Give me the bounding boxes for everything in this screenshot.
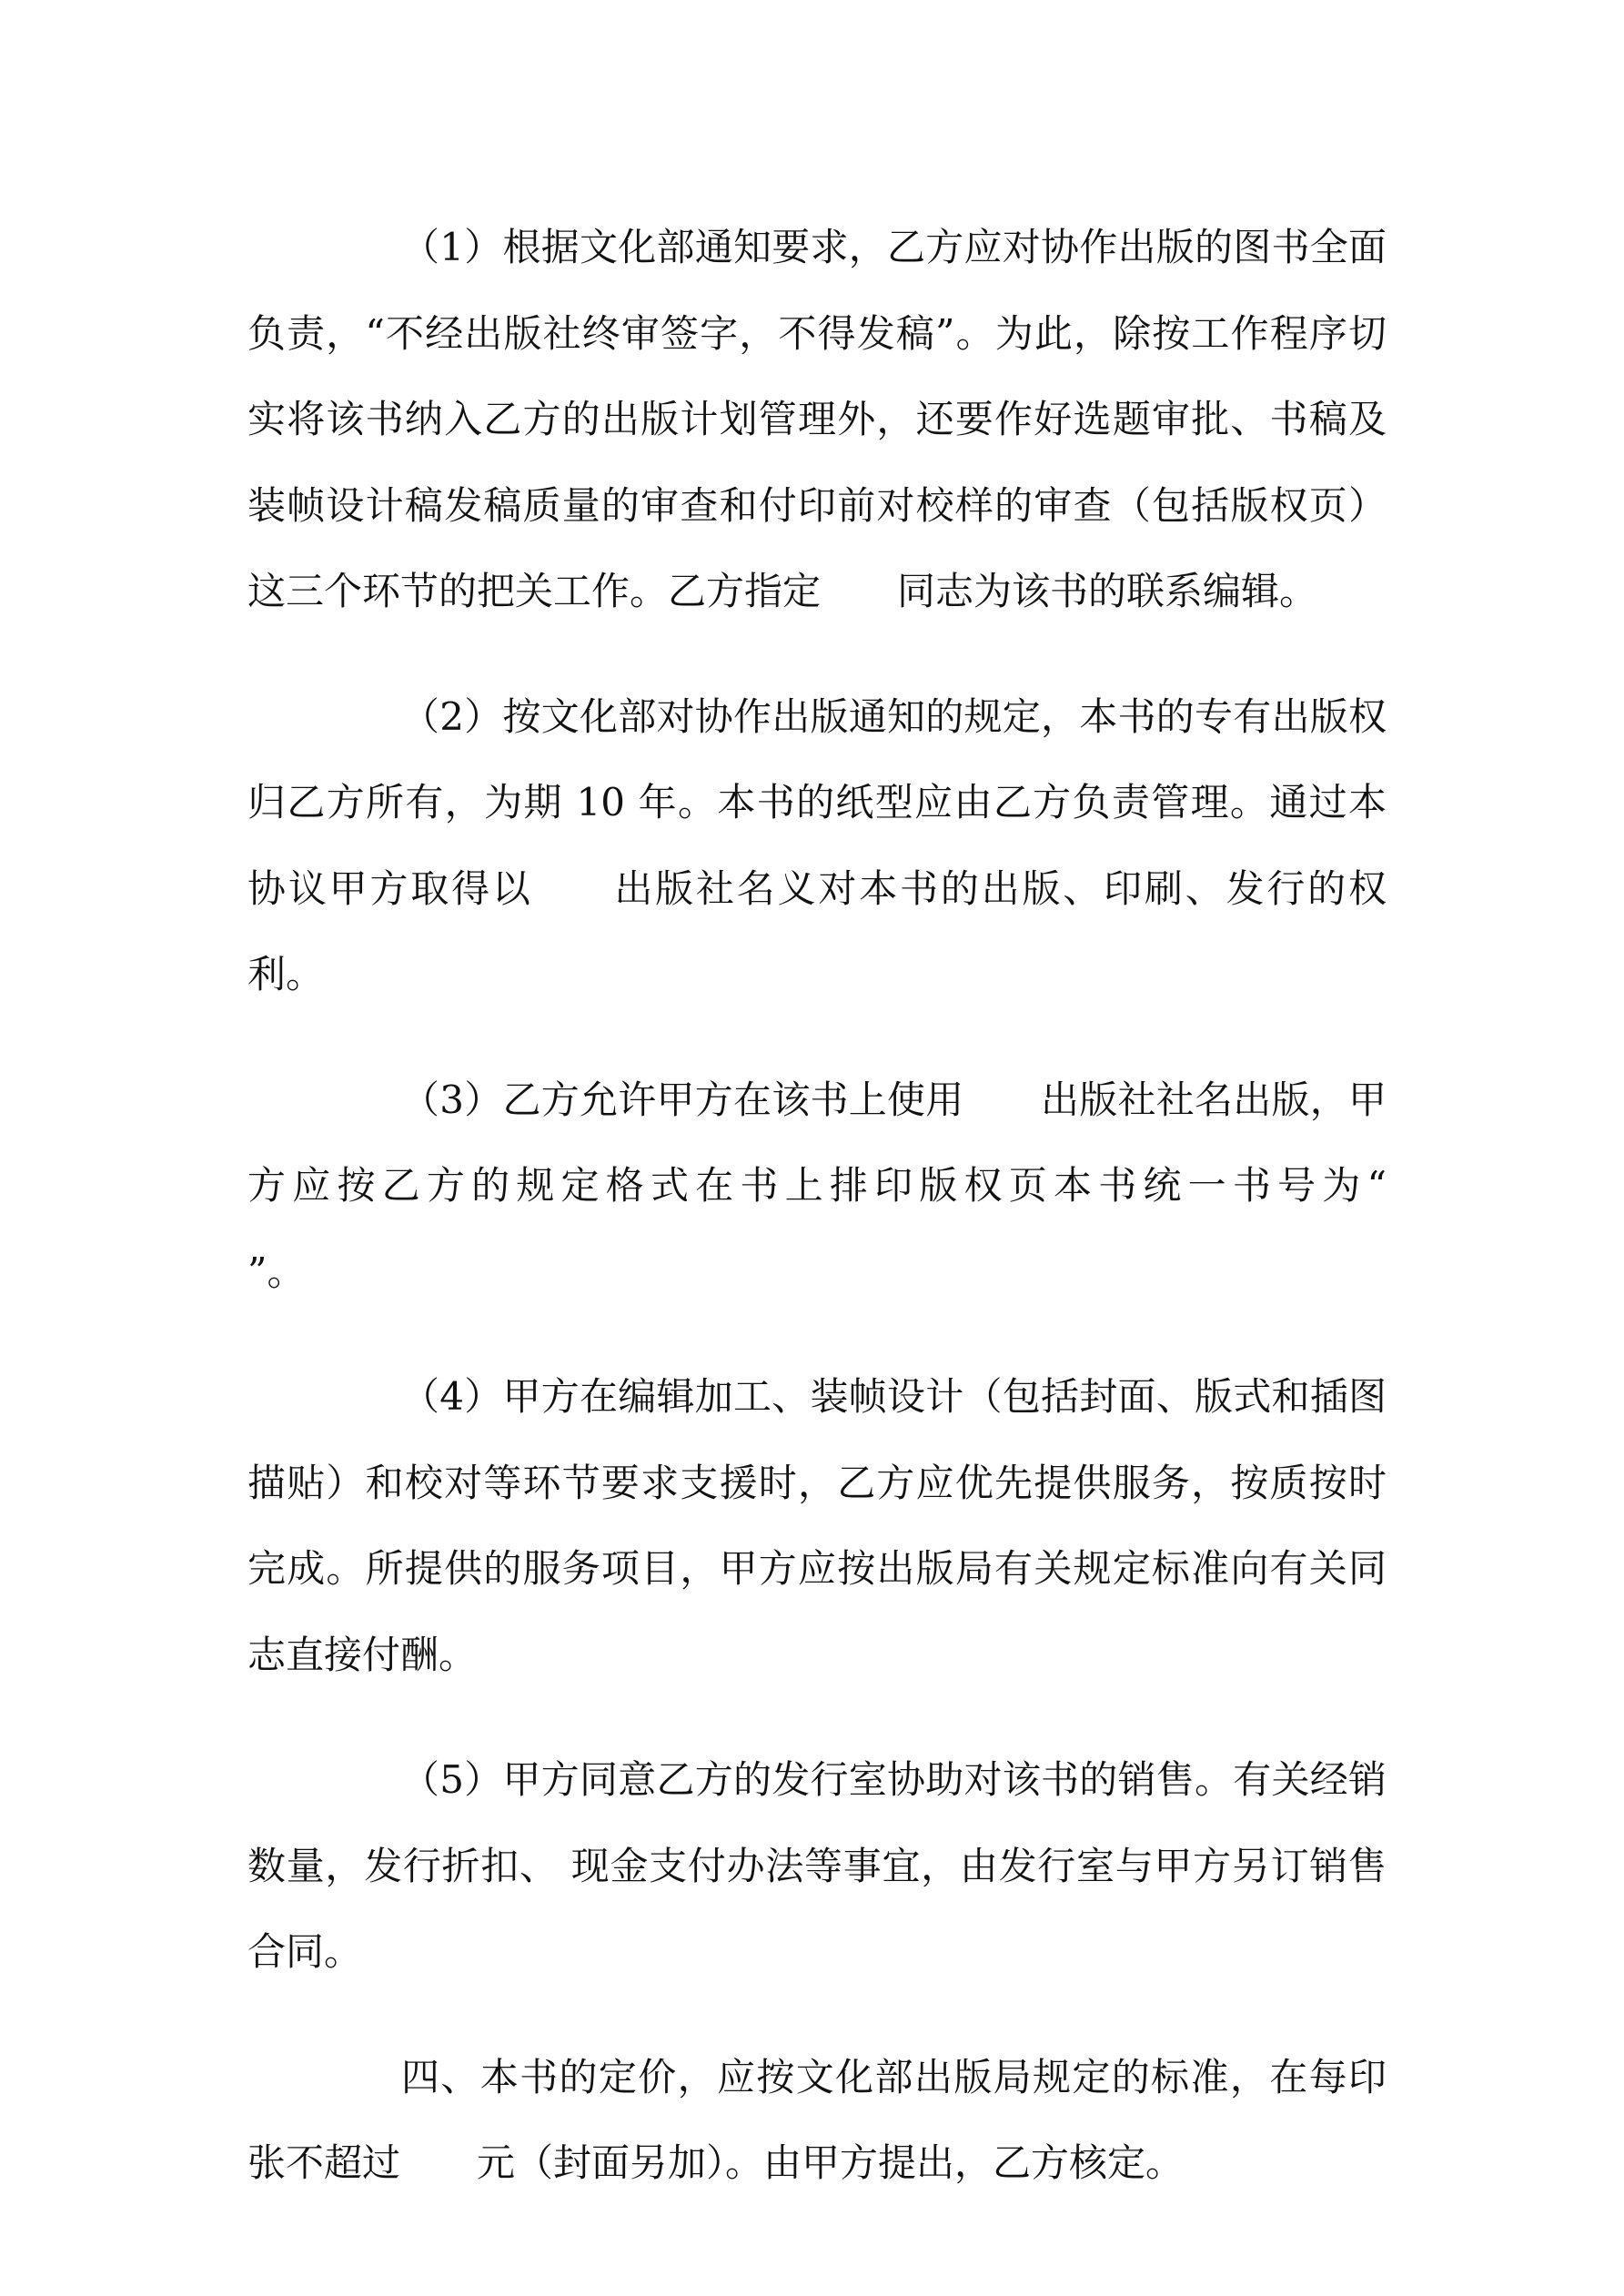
clause-paragraph-1: （1）根据文化部通知要求，乙方应对协作出版的图书全面负责，“不经出版社终审签字，不得发稿”。为此，除按工作程序切实将该书纳入乙方的出版计划管理外，还要作好选题审批、书稿及装帧设计稿发稿质量的审查和付印前对校样的审查（包括版权页）这三个环节的把关工作。乙方指定 同志为该书的联系编辑。 bbox=[247, 225, 1387, 613]
document-body bbox=[247, 205, 1540, 2246]
clause-paragraph-5: （5）甲方同意乙方的发行室协助对该书的销售。有关经销数量，发行折扣、 现金支付办法等事宜，由发行室与甲方另订销售合同。 bbox=[247, 1757, 1387, 1974]
section-four-paragraph: 四、本书的定价，应按文化部出版局规定的标准，在每印张不超过 元（封面另加）。由甲方提出，乙方核定。 bbox=[247, 2054, 1387, 2185]
clause-paragraph-2: （2）按文化部对协作出版通知的规定，本书的专有出版权归乙方所有，为期 10 年。本书的纸型应由乙方负责管理。通过本协议甲方取得以 出版社名义对本书的出版、印刷、发行的权利。 bbox=[247, 693, 1387, 996]
clause-paragraph-4: （4）甲方在编辑加工、装帧设计（包括封面、版式和插图描贴）和校对等环节要求支援时，乙方应优先提供服务，按质按时完成。所提供的服务项目，甲方应按出版局有关规定标准向有关同志直接付酬。 bbox=[247, 1374, 1387, 1677]
clause-paragraph-3: （3）乙方允许甲方在该书上使用 出版社社名出版，甲方应按乙方的规定格式在书上排印版权页本书统一书号为“ ”。 bbox=[247, 1077, 1540, 1294]
